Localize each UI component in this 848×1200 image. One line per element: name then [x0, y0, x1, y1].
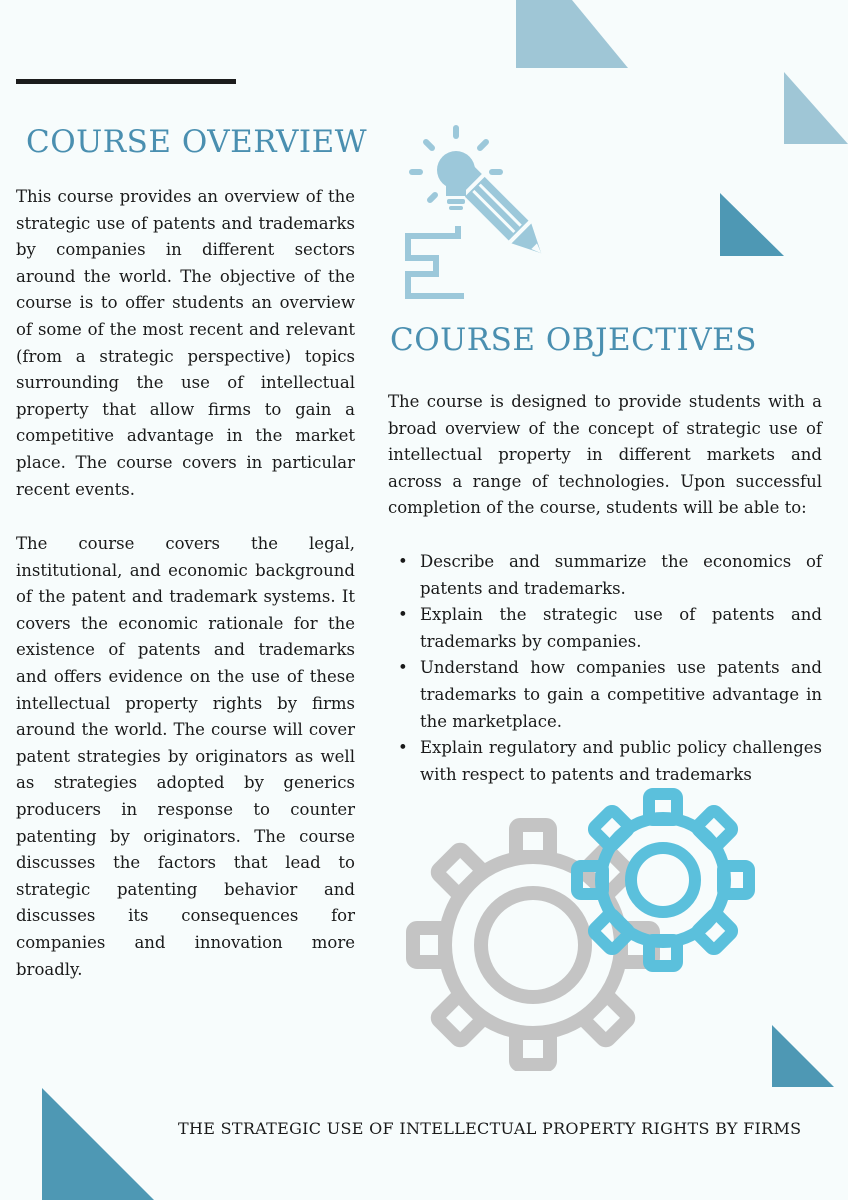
- decor-triangle-right-middle: [720, 193, 784, 256]
- decor-triangle-top: [516, 0, 628, 68]
- gears-icon: [400, 786, 770, 1071]
- objectives-intro: The course is designed to provide students with a broad overview of the concept of strategic use of intellectual property in different markets and across a range of technologies. Upon successful completion of the course, students will be able to:: [388, 392, 822, 518]
- objectives-list: [398, 549, 822, 788]
- objectives-list-item: • Explain regulatory and public policy challenges with respect to patents and trademarks: [398, 735, 822, 788]
- overview-paragraph-2: The course covers the legal, institutional, and economic background of the patent and trademark systems. It covers the economic rationale for the existence of patents and trademarks and offers evidence on the use of these intellectual property rights by firms around the world. The course will cover patent strategies by originators as well as strategies adopted by generics producers in response to counter patenting by originators. The course discusses the factors that lead to strategic patenting behavior and discusses its consequences for companies and innovation more broadly.: [16, 534, 355, 979]
- objectives-title: COURSE OBJECTIVES: [390, 322, 757, 358]
- objectives-list-item: • Describe and summarize the economics of patents and trademarks.: [398, 549, 822, 602]
- objectives-list-item: • Understand how companies use patents and trademarks to gain a competitive advantage in the marketplace.: [398, 655, 822, 735]
- lightbulb-pencil-icon: [400, 122, 578, 300]
- decor-triangle-right-upper: [784, 72, 848, 144]
- objectives-list-item: • Explain the strategic use of patents and trademarks by companies.: [398, 602, 822, 655]
- top-divider: [16, 79, 236, 84]
- blue-gear: [577, 794, 749, 966]
- overview-title: COURSE OVERVIEW: [26, 124, 368, 160]
- decor-triangle-bottom-left: [42, 1088, 154, 1200]
- overview-paragraph-1: This course provides an overview of the strategic use of patents and trademarks by companies in different sectors around the world. The objective of the course is to offer students an overview of some of the most recent and relevant (from a strategic perspective) topics surrounding the use of intellectual property that allow firms to gain a competitive advantage in the market place. The course covers in particular recent events.: [16, 187, 355, 499]
- decor-triangle-bottom-right: [772, 1025, 834, 1087]
- footer-title: THE STRATEGIC USE OF INTELLECTUAL PROPERTY RIGHTS BY FIRMS: [178, 1119, 802, 1138]
